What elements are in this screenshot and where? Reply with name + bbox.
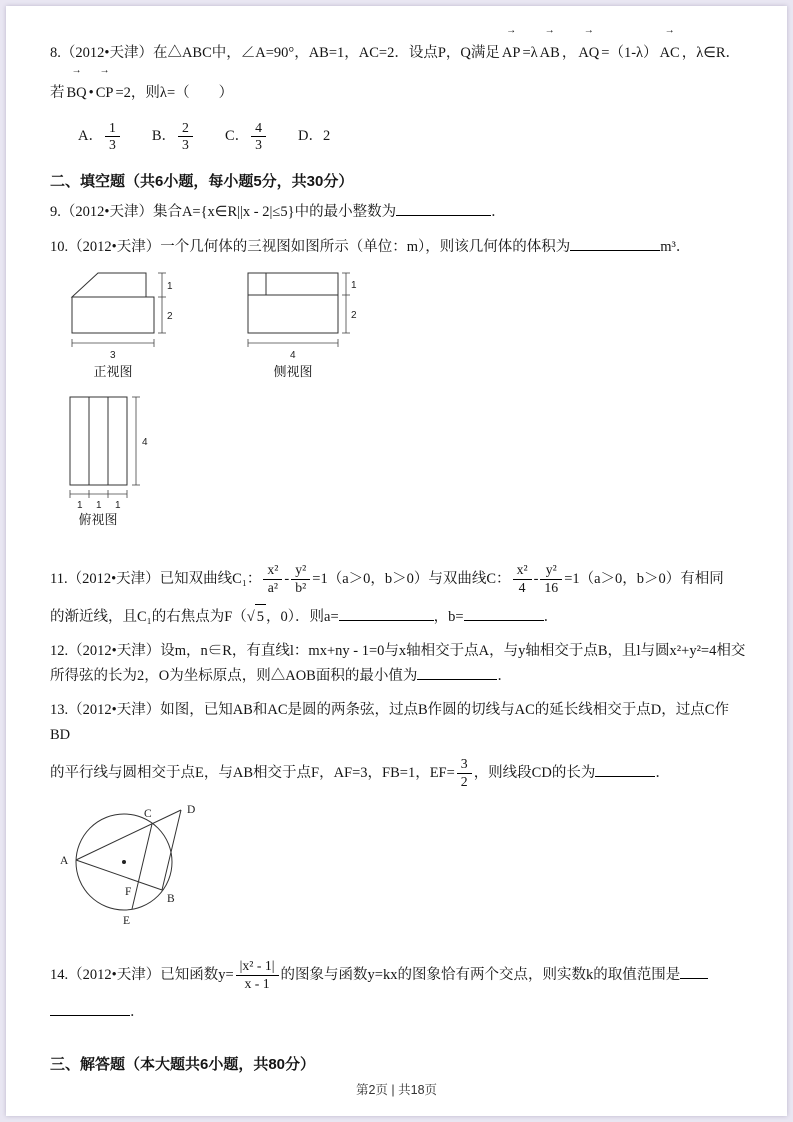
fraction-denominator: b²: [291, 579, 310, 597]
p10-text-1: 10.（2012•天津）一个几何体的三视图如图所示（单位：m），则该几何体的体积为: [50, 238, 571, 255]
point-label-A: A: [60, 854, 69, 867]
page-footer: 第2页 | 共18页: [355, 1083, 438, 1097]
fraction-numerator: x²: [267, 562, 279, 578]
side-view-outline: [248, 273, 338, 333]
fraction-denominator: 3: [251, 136, 266, 154]
p11-text-3: =1（a＞0，b＞0）有相同: [564, 570, 724, 587]
vector-AB: → AB: [538, 36, 562, 72]
p11-text-6: ，b=: [433, 608, 464, 625]
fraction-denominator: x - 1: [236, 975, 279, 993]
front-view-bottom-shape: [72, 297, 154, 333]
front-dim-2: 2: [167, 311, 173, 323]
top-dim-2: 1: [77, 500, 83, 512]
radicand: 5: [255, 604, 266, 630]
answer-blank: [680, 964, 708, 979]
circle-center-dot: [122, 860, 126, 864]
chord-EC: [132, 824, 152, 909]
p8-text-2: =λ: [522, 45, 538, 61]
answer-blank: [396, 202, 491, 217]
point-label-E: E: [123, 914, 131, 927]
problem-14-line-1: [50, 954, 749, 996]
fraction-numerator: 2: [182, 119, 189, 135]
p8-line2-text-1: 若: [50, 84, 65, 101]
p11-text-1: 11.（2012•天津）已知双曲线C₁：: [50, 570, 262, 587]
front-view-label: 正视图: [93, 364, 133, 380]
fraction-y2-16: [540, 562, 562, 596]
answer-blank: [417, 665, 497, 680]
fraction-denominator: 4: [513, 579, 532, 597]
top-view-outline: [70, 397, 127, 485]
problem-8-line-2: [50, 76, 749, 112]
fraction-denominator: 2: [457, 773, 472, 791]
point-label-F: F: [125, 885, 132, 898]
fraction-numerator: 4: [255, 119, 262, 135]
top-dim-4: 1: [115, 500, 121, 512]
p8-text-1: 8.（2012•天津）在△ABC中，∠A=90°，AB=1，AC=2．设点P，Q满足: [50, 45, 500, 61]
answer-blank: [570, 236, 660, 251]
p12-text-1: 12.（2012•天津）设m，n∈R，有直线l：mx+ny - 1=0与x轴相交于点A，与y轴相交于点B，且l与圆x²+y²=4相交所得弦的长为2，O为坐标原点，则△AOB面积的最小值为: [50, 643, 746, 684]
front-view-top-shape: [72, 273, 146, 297]
option-b-label: B．: [151, 128, 177, 145]
fraction-y2-b2: [291, 562, 310, 596]
fraction-denominator: 3: [105, 136, 120, 154]
option-b-fraction: [178, 120, 193, 154]
front-view-block: [58, 267, 208, 383]
option-c: [224, 119, 268, 153]
option-a-fraction: [105, 120, 120, 154]
problem-13-line-1: [50, 698, 749, 747]
vector-AC: → AC: [658, 36, 682, 72]
fraction-numerator: 3: [460, 756, 468, 772]
fraction-numerator: |x² - 1|: [239, 958, 275, 974]
answer-blank: [339, 606, 434, 621]
top-dim-1: 4: [142, 437, 148, 449]
p11-text-7: ．: [543, 608, 559, 625]
p8-text-4: =（1-λ）: [601, 45, 658, 61]
p13-text-1: 13.（2012•天津）如图，已知AB和AC是圆的两条弦，过点B作圆的切线与AC的延长线相交于点D，过点C作BD: [50, 702, 729, 744]
fraction-denominator: 3: [178, 136, 193, 154]
top-view-block: [58, 391, 178, 531]
p8-line2-text-2: =2，则λ=（ ）: [115, 84, 234, 101]
front-dim-1: 1: [167, 281, 173, 293]
p11-text-4: 的渐近线，且C₁的右焦点为F（: [50, 608, 247, 625]
fraction-x2-a2: [263, 562, 282, 596]
problem-8-line-1: [50, 36, 749, 72]
option-b: [151, 119, 195, 153]
front-view-diagram: [58, 267, 208, 363]
tangent-BD: [162, 810, 181, 890]
fraction-numerator: y²: [295, 562, 307, 578]
p11-text-2: =1（a＞0，b＞0）与双曲线C：: [312, 570, 511, 587]
p13-text-2: 的平行线与圆相交于点E，与AB相交于点F，AF=3，FB=1，EF=: [50, 764, 455, 781]
fraction-3-2: [457, 756, 472, 790]
answer-blank: [595, 762, 655, 777]
option-d: D．2: [298, 128, 331, 145]
top-view-diagram: [58, 391, 178, 511]
problem-10: [50, 235, 749, 260]
problem-11-line-1: [50, 558, 749, 600]
problem-13-line-2: [50, 752, 749, 794]
problem-11-line-2: [50, 604, 749, 630]
point-label-D: D: [187, 803, 196, 816]
problem-14-line-2: [50, 1000, 749, 1025]
document-page: [6, 6, 787, 1116]
side-view-label: 侧视图: [273, 364, 313, 380]
vector-AQ: → AQ: [576, 36, 601, 72]
front-dim-3: 3: [110, 350, 116, 362]
p11-text-5: ，0）．则a=: [266, 608, 339, 625]
side-dim-3: 4: [290, 350, 296, 362]
side-dim-1: 1: [351, 280, 357, 292]
fraction-abs-x2-1-over-x-1: [236, 958, 279, 992]
p14-text-1: 14.（2012•天津）已知函数y=: [50, 966, 234, 983]
secant-AD: [76, 807, 181, 860]
side-dim-2: 2: [351, 310, 357, 322]
p9-text-1: 9.（2012•天津）集合A={x∈R||x - 2|≤5}中的最小整数为: [50, 204, 397, 221]
top-dim-3: 1: [96, 500, 102, 512]
vector-AP: → AP: [500, 36, 523, 72]
fraction-numerator: y²: [545, 562, 557, 578]
option-c-fraction: [251, 120, 266, 154]
fraction-numerator: x²: [516, 562, 528, 578]
p14-text-3: ．: [130, 1003, 145, 1020]
p9-text-2: ．: [491, 204, 506, 221]
side-view-diagram: [238, 267, 388, 363]
problem-12: [50, 639, 749, 688]
side-view-block: [238, 267, 388, 383]
option-a-label: A．: [78, 128, 103, 145]
top-view-row: [58, 391, 749, 531]
point-label-B: B: [167, 892, 175, 905]
fraction-denominator: 16: [540, 579, 562, 597]
vector-BQ: → BQ: [65, 76, 89, 112]
circle-diagram-wrap: [52, 800, 749, 930]
sqrt-5: [247, 604, 266, 630]
fraction-denominator: a²: [263, 579, 282, 597]
p13-text-4: ．: [655, 764, 670, 781]
p8-text-3: ，: [561, 45, 577, 61]
top-view-label: 俯视图: [78, 512, 118, 528]
p10-text-2: m³．: [660, 238, 691, 255]
dot-product-symbol: •: [88, 84, 94, 101]
option-a: [78, 119, 122, 153]
minus-sign: -: [284, 570, 290, 587]
option-c-label: C．: [224, 128, 250, 145]
three-view-diagrams-row: [58, 267, 749, 383]
problem-8-options: [78, 115, 749, 159]
minus-sign: -: [533, 570, 539, 587]
radical-sign: √: [246, 608, 255, 625]
section-3-title: 三、解答题（本大题共6小题，共80分）: [50, 1056, 316, 1074]
answer-blank: [50, 1001, 130, 1016]
chord-AB: [76, 860, 162, 890]
fraction-x2-4: [513, 562, 532, 596]
circle-diagram: [52, 800, 262, 930]
problem-9: [50, 200, 749, 225]
point-label-C: C: [144, 807, 152, 820]
page-content: [6, 6, 787, 1078]
answer-blank: [464, 606, 544, 621]
fraction-numerator: 1: [108, 119, 116, 135]
section-2-title: 二、填空题（共6小题，每小题5分，共30分）: [50, 172, 354, 190]
vector-CP: → CP: [94, 76, 116, 112]
p13-text-3: ，则线段CD的长为: [473, 764, 596, 781]
p12-text-2: ．: [497, 667, 512, 684]
p8-text-5: ，λ∈R．: [681, 45, 741, 61]
p14-text-2: 的图象与函数y=kx的图象恰有两个交点，则实数k的取值范围是: [280, 966, 681, 983]
